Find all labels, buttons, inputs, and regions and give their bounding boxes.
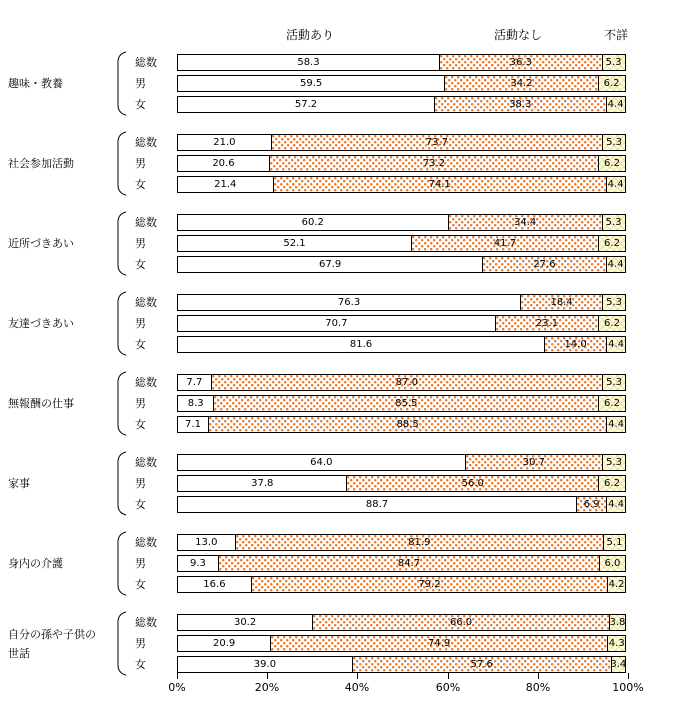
bar-segment-activity-yes: [177, 576, 252, 593]
bar-segment-activity-no: [312, 614, 610, 631]
bar-value-label: 8.3: [187, 397, 204, 409]
group-bracket-icon: [116, 371, 128, 436]
bar-segment-activity-no: [213, 395, 599, 412]
bar-value-label: 14.0: [564, 338, 587, 350]
category-label-text: 身内の介護: [8, 557, 63, 570]
row-label: 総数: [135, 296, 157, 309]
bar-value-label: 57.2: [294, 98, 318, 110]
bar-segment-activity-yes: [177, 176, 274, 193]
bar-segment-activity-no: [465, 454, 603, 471]
bar-value-label: 73.2: [422, 157, 446, 169]
bar-value-label: 6.9: [583, 498, 600, 510]
legend-activity-yes: 活動あり: [286, 28, 335, 42]
row-label: 男: [135, 317, 146, 330]
x-axis-tick-label: 100%: [612, 681, 644, 694]
category-label: [8, 454, 104, 513]
bar-value-label: 81.9: [408, 536, 431, 548]
bar-value-label: 73.7: [425, 136, 449, 148]
bar-value-label: 7.1: [185, 418, 201, 430]
bar-segment-activity-yes: [177, 416, 209, 433]
bar-value-label: 64.0: [310, 456, 333, 468]
x-axis-tick-label: 60%: [435, 681, 461, 694]
bar-segment-activity-yes: [177, 395, 214, 412]
bar-segment-unknown: [606, 256, 626, 273]
bar-value-label: 30.7: [522, 456, 545, 468]
bar-segment-unknown: [602, 374, 626, 391]
bar-value-label: 5.3: [605, 216, 622, 228]
category-label: [8, 614, 104, 673]
bar-value-label: 81.6: [349, 338, 373, 350]
bar-value-label: 74.1: [428, 178, 451, 190]
group-bracket-icon: [116, 131, 128, 196]
bar-segment-unknown: [602, 454, 626, 471]
bar-segment-activity-yes: [177, 256, 483, 273]
bar-value-label: 5.3: [605, 56, 622, 68]
row-label: 女: [135, 418, 146, 431]
bar-value-label: 4.2: [608, 578, 625, 590]
x-axis-tick-label: 20%: [254, 681, 280, 694]
bar-value-label: 37.8: [251, 477, 274, 489]
bar-row: [177, 315, 626, 332]
bar-segment-unknown: [607, 576, 626, 593]
bar-value-label: 85.5: [395, 397, 418, 409]
x-axis-tick: [267, 673, 268, 679]
x-axis-tick: [357, 673, 358, 679]
bar-segment-activity-yes: [177, 96, 435, 113]
bar-segment-activity-no: [235, 534, 604, 551]
x-axis-tick: [628, 673, 629, 679]
bar-value-label: 9.3: [190, 557, 206, 569]
category-label-text: 友達づきあい: [8, 317, 74, 330]
bar-value-label: 13.0: [195, 536, 218, 548]
bar-value-label: 88.5: [396, 418, 419, 430]
bar-segment-activity-no: [273, 176, 607, 193]
category-label-text: 趣味・教養: [8, 77, 63, 90]
bar-segment-activity-yes: [177, 214, 449, 231]
bar-value-label: 20.6: [212, 157, 235, 169]
category-group: [0, 54, 683, 113]
bar-segment-unknown: [599, 555, 626, 572]
bar-value-label: 39.0: [253, 658, 277, 670]
row-label: 総数: [135, 536, 157, 549]
bar-value-label: 18.4: [550, 296, 573, 308]
group-bracket-icon: [116, 451, 128, 516]
bar-segment-activity-yes: [177, 294, 521, 311]
bar-segment-activity-yes: [177, 336, 545, 353]
bar-value-label: 67.9: [318, 258, 342, 270]
bar-segment-unknown: [602, 134, 626, 151]
bar-value-label: 21.0: [213, 136, 236, 148]
row-label: 女: [135, 498, 146, 511]
category-group: [0, 614, 683, 673]
bar-segment-activity-yes: [177, 454, 466, 471]
legend-activity-no: 活動なし: [494, 28, 543, 42]
bar-segment-unknown: [611, 656, 626, 673]
bar-segment-unknown: [598, 155, 626, 172]
bar-value-label: 5.3: [606, 296, 622, 308]
bar-value-label: 6.0: [604, 557, 621, 569]
bar-value-label: 6.2: [604, 237, 620, 249]
bar-segment-unknown: [607, 635, 626, 652]
category-label: [8, 534, 104, 593]
bar-segment-unknown: [598, 235, 626, 252]
bar-segment-unknown: [598, 315, 626, 332]
bar-value-label: 57.6: [470, 658, 493, 670]
bar-row: [177, 96, 626, 113]
bar-value-label: 52.1: [283, 237, 306, 249]
bar-value-label: 79.2: [418, 578, 441, 590]
bar-segment-activity-yes: [177, 155, 270, 172]
row-label: 総数: [135, 616, 157, 629]
bar-row: [177, 235, 626, 252]
bar-value-label: 6.2: [604, 397, 620, 409]
bar-segment-activity-no: [346, 475, 599, 492]
bar-value-label: 4.4: [607, 178, 624, 190]
bar-segment-activity-yes: [177, 614, 313, 631]
bar-segment-activity-no: [448, 214, 603, 231]
x-axis-tick: [177, 673, 178, 679]
bar-segment-activity-yes: [177, 374, 212, 391]
bar-value-label: 6.2: [604, 157, 620, 169]
bar-segment-activity-yes: [177, 75, 445, 92]
bar-segment-unknown: [602, 214, 626, 231]
bar-value-label: 23.1: [535, 317, 559, 329]
bar-value-label: 27.6: [533, 258, 556, 270]
group-bracket-icon: [116, 531, 128, 596]
category-label: [8, 374, 104, 433]
bar-segment-activity-no: [520, 294, 603, 311]
bar-segment-unknown: [609, 614, 626, 631]
bar-segment-activity-yes: [177, 555, 219, 572]
row-label: 男: [135, 397, 146, 410]
x-axis-tick: [538, 673, 539, 679]
bar-value-label: 3.4: [610, 658, 627, 670]
bar-segment-activity-no: [269, 155, 599, 172]
bar-segment-activity-no: [444, 75, 598, 92]
bar-segment-activity-yes: [177, 54, 440, 71]
bar-value-label: 66.0: [449, 616, 473, 628]
category-group: [0, 374, 683, 433]
row-label: 女: [135, 338, 146, 351]
bar-row: [177, 576, 626, 593]
bar-segment-unknown: [598, 475, 626, 492]
bar-value-label: 6.2: [604, 317, 620, 329]
bar-row: [177, 176, 626, 193]
bar-segment-activity-yes: [177, 475, 347, 492]
bar-row: [177, 75, 626, 92]
bar-value-label: 74.9: [428, 637, 451, 649]
x-axis-tick: [448, 673, 449, 679]
bar-value-label: 3.8: [609, 616, 626, 628]
bar-value-label: 87.0: [395, 376, 419, 388]
bar-row: [177, 336, 626, 353]
bar-row: [177, 294, 626, 311]
bar-row: [177, 54, 626, 71]
legend-unknown: 不詳: [604, 28, 629, 42]
bar-value-label: 16.6: [203, 578, 226, 590]
category-label-text: 家事: [8, 477, 30, 490]
row-label: 総数: [135, 136, 157, 149]
bar-value-label: 4.4: [608, 418, 625, 430]
bar-value-label: 4.3: [608, 637, 625, 649]
bar-value-label: 6.2: [603, 77, 620, 89]
bar-value-label: 76.3: [337, 296, 361, 308]
bar-segment-activity-no: [495, 315, 599, 332]
bar-segment-activity-no: [251, 576, 608, 593]
category-label: [8, 214, 104, 273]
row-label: 女: [135, 258, 146, 271]
bar-segment-unknown: [606, 96, 626, 113]
bar-segment-activity-no: [439, 54, 603, 71]
group-bracket-icon: [116, 51, 128, 116]
bar-value-label: 5.3: [606, 456, 622, 468]
bar-row: [177, 614, 626, 631]
category-label-text: 自分の孫や子供の世話: [8, 627, 96, 660]
bar-segment-activity-yes: [177, 534, 236, 551]
category-label: [8, 134, 104, 193]
bar-segment-activity-no: [434, 96, 607, 113]
bar-row: [177, 475, 626, 492]
bar-value-label: 34.4: [513, 216, 537, 228]
bar-segment-unknown: [598, 75, 626, 92]
bar-segment-unknown: [606, 416, 626, 433]
category-group: [0, 294, 683, 353]
bar-value-label: 41.7: [493, 237, 517, 249]
row-label: 男: [135, 237, 146, 250]
bar-value-label: 88.7: [365, 498, 389, 510]
bar-row: [177, 256, 626, 273]
category-label-text: 近所づきあい: [8, 237, 74, 250]
bar-segment-unknown: [602, 294, 626, 311]
category-label: [8, 294, 104, 353]
bar-row: [177, 214, 626, 231]
bar-segment-activity-yes: [177, 656, 353, 673]
bar-segment-unknown: [602, 54, 626, 71]
category-group: [0, 214, 683, 273]
row-label: 男: [135, 157, 146, 170]
bar-segment-activity-no: [352, 656, 612, 673]
bar-segment-activity-no: [270, 635, 608, 652]
bar-row: [177, 454, 626, 471]
bar-value-label: 7.7: [186, 376, 203, 388]
row-label: 総数: [135, 376, 157, 389]
bar-segment-unknown: [606, 176, 626, 193]
row-label: 女: [135, 178, 146, 191]
bar-row: [177, 496, 626, 513]
bar-value-label: 70.7: [325, 317, 348, 329]
bar-value-label: 34.2: [510, 77, 533, 89]
bar-row: [177, 395, 626, 412]
bar-value-label: 5.3: [606, 376, 622, 388]
bar-value-label: 20.9: [212, 637, 236, 649]
bar-value-label: 4.4: [607, 258, 624, 270]
bar-value-label: 21.4: [214, 178, 237, 190]
x-axis-tick-label: 80%: [525, 681, 551, 694]
bar-value-label: 58.3: [297, 56, 320, 68]
row-label: 男: [135, 77, 146, 90]
bar-value-label: 84.7: [397, 557, 421, 569]
bar-segment-activity-yes: [177, 496, 577, 513]
row-label: 女: [135, 658, 146, 671]
row-label: 総数: [135, 216, 157, 229]
bar-value-label: 36.3: [509, 56, 532, 68]
group-bracket-icon: [116, 291, 128, 356]
bar-value-label: 30.2: [233, 616, 257, 628]
bar-segment-unknown: [606, 496, 626, 513]
bar-row: [177, 374, 626, 391]
bar-row: [177, 134, 626, 151]
bar-segment-activity-no: [208, 416, 607, 433]
bar-row: [177, 635, 626, 652]
bar-row: [177, 656, 626, 673]
bar-segment-activity-no: [218, 555, 600, 572]
bar-row: [177, 416, 626, 433]
bar-value-label: 4.4: [608, 498, 625, 510]
category-group: [0, 534, 683, 593]
group-bracket-icon: [116, 611, 128, 676]
bar-value-label: 60.2: [301, 216, 324, 228]
bar-segment-unknown: [598, 395, 626, 412]
bar-value-label: 6.2: [604, 477, 620, 489]
row-label: 女: [135, 578, 146, 591]
bar-segment-activity-no: [271, 134, 603, 151]
bar-value-label: 59.5: [300, 77, 323, 89]
category-group: [0, 454, 683, 513]
bar-segment-activity-yes: [177, 315, 496, 332]
bar-value-label: 4.4: [608, 338, 625, 350]
row-label: 女: [135, 98, 146, 111]
bar-row: [177, 555, 626, 572]
category-label-text: 社会参加活動: [8, 157, 74, 170]
bar-segment-unknown: [603, 534, 626, 551]
row-label: 男: [135, 637, 146, 650]
bar-value-label: 4.4: [607, 98, 624, 110]
bar-value-label: 38.3: [509, 98, 532, 110]
row-label: 男: [135, 477, 146, 490]
bar-segment-activity-yes: [177, 235, 412, 252]
x-axis-tick-label: 0%: [168, 681, 186, 694]
bar-segment-activity-no: [411, 235, 599, 252]
bar-value-label: 56.0: [461, 477, 484, 489]
bar-segment-unknown: [606, 336, 626, 353]
bar-segment-activity-yes: [177, 134, 272, 151]
bar-segment-activity-no: [576, 496, 607, 513]
category-label: [8, 54, 104, 113]
bar-row: [177, 534, 626, 551]
bar-segment-activity-no: [482, 256, 606, 273]
category-group: [0, 134, 683, 193]
category-label-text: 無報酬の仕事: [8, 397, 74, 410]
group-bracket-icon: [116, 211, 128, 276]
bar-segment-activity-no: [211, 374, 603, 391]
row-label: 総数: [135, 456, 157, 469]
row-label: 男: [135, 557, 146, 570]
bar-segment-activity-yes: [177, 635, 271, 652]
bar-value-label: 5.3: [606, 136, 622, 148]
bar-row: [177, 155, 626, 172]
row-label: 総数: [135, 56, 157, 69]
bar-value-label: 5.1: [606, 536, 623, 548]
x-axis-tick-label: 40%: [344, 681, 370, 694]
bar-segment-activity-no: [544, 336, 607, 353]
